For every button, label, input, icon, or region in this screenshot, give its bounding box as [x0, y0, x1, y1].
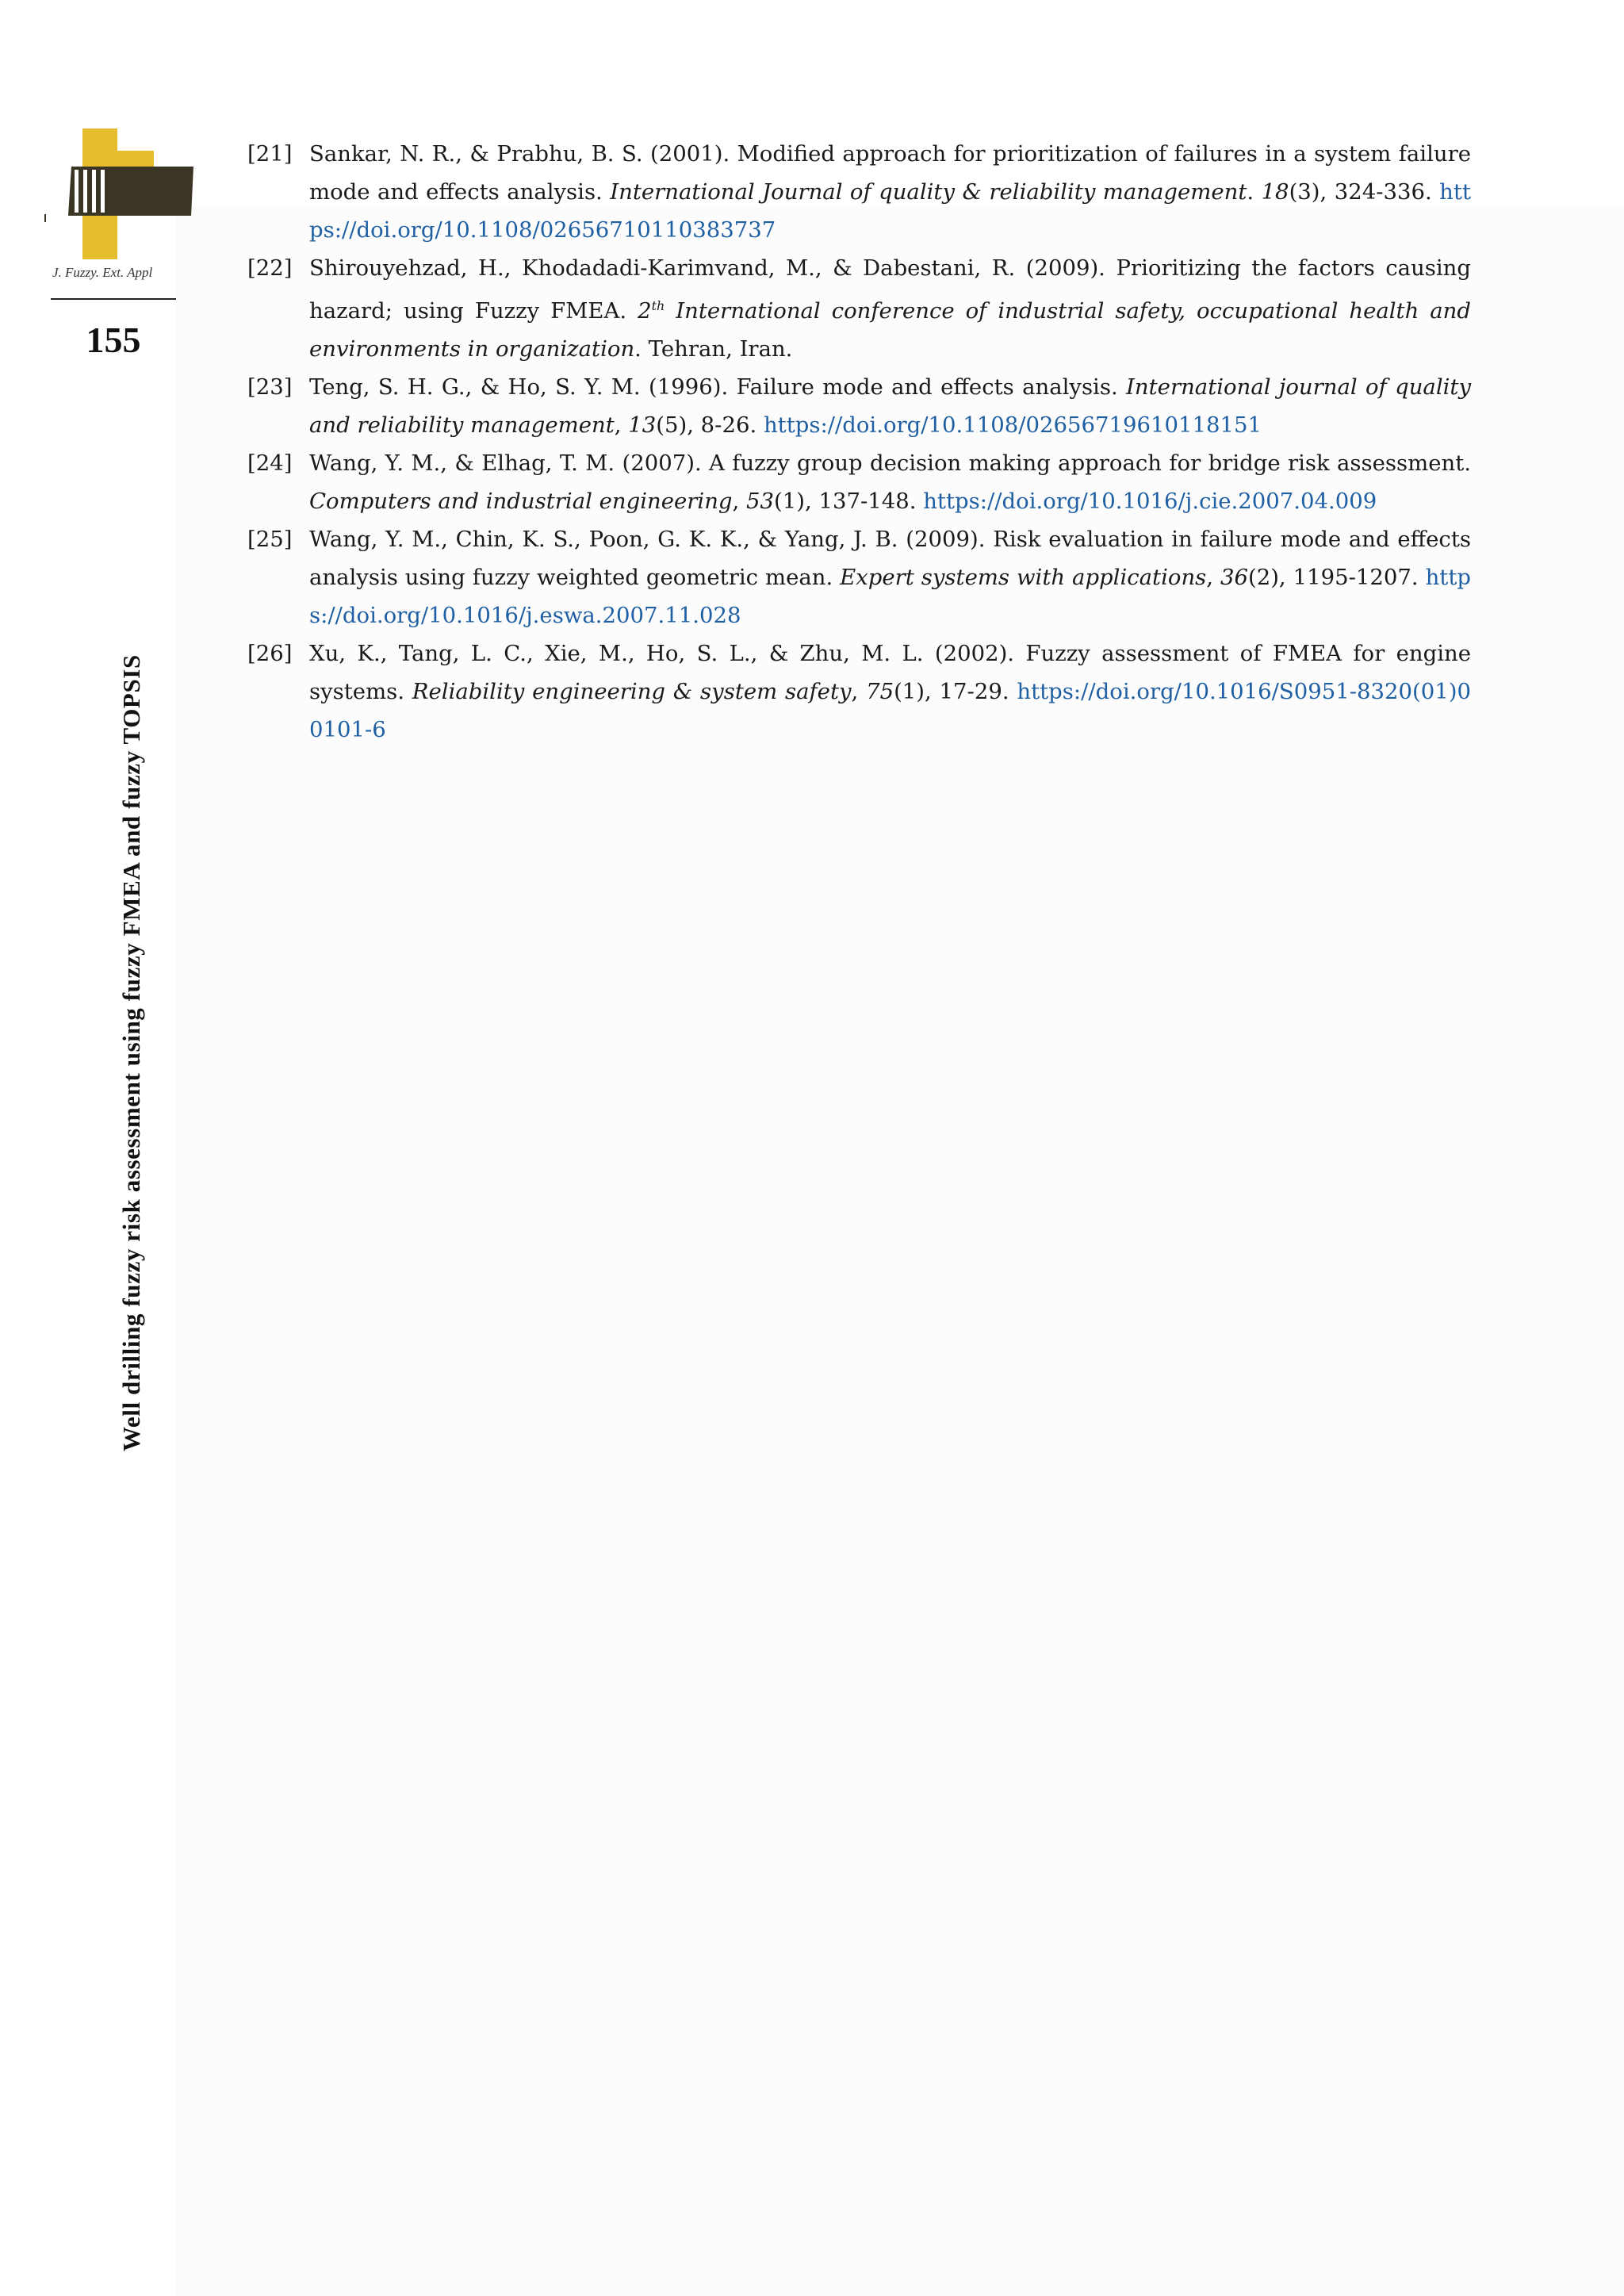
reference-volume: 18: [1261, 179, 1289, 205]
reference-item: [247, 368, 1471, 444]
reference-source-superscript: th: [651, 298, 665, 313]
running-title: Well drilling fuzzy risk assessment using fuzzy FMEA and fuzzy TOPSIS: [117, 654, 145, 1451]
reference-text: [309, 450, 1471, 514]
reference-doi-link[interactable]: https://doi.org/10.1016/j.eswa.2007.11.028: [309, 565, 1471, 629]
reference-text: [309, 527, 1471, 628]
reference-separator: .: [1247, 179, 1262, 205]
reference-separator: ,: [614, 412, 629, 439]
reference-separator: ,: [1206, 565, 1220, 591]
reference-details: (1), 137-148.: [774, 489, 924, 515]
reference-details: (5), 8-26.: [656, 412, 764, 439]
reference-authors: Teng, S. H. G., & Ho, S. Y. M. (1996). Failure mode and effects analysis.: [309, 374, 1127, 401]
reference-authors: Wang, Y. M., Chin, K. S., Poon, G. K. K., & Yang, J. B. (2009). Risk evaluation in failure mode and effects analysis using fuzzy weighted geometric mean.: [309, 527, 1471, 591]
reference-number: [24]: [247, 450, 293, 477]
reference-volume: 13: [628, 412, 657, 439]
reference-doi-link[interactable]: https://doi.org/10.1108/02656710110383737: [309, 179, 1471, 243]
reference-tail: . Tehran, Iran.: [634, 336, 793, 362]
reference-item: [247, 135, 1471, 249]
journal-abbreviation: J. Fuzzy. Ext. Appl: [52, 265, 153, 280]
reference-number: [26]: [247, 641, 293, 667]
logo-tick: [44, 214, 46, 222]
reference-volume: 53: [746, 489, 775, 515]
logo-stripe-3: [92, 170, 96, 213]
reference-source: International conference of industrial safety, occupational health and environments in organization: [309, 298, 1471, 362]
logo-stripe-1: [75, 170, 79, 213]
reference-separator: ,: [851, 679, 867, 705]
reference-details: (3), 324-336.: [1289, 179, 1440, 205]
reference-text: [309, 374, 1471, 438]
reference-authors: Sankar, N. R., & Prabhu, B. S. (2001). Modified approach for prioritization of failures in a system failure mode and effects analysis.: [309, 141, 1471, 205]
reference-number: [22]: [247, 255, 293, 281]
reference-number: [21]: [247, 141, 293, 167]
reference-details: (1), 17-29.: [894, 679, 1017, 705]
sidebar-divider: [51, 298, 176, 300]
reference-volume: 36: [1220, 565, 1248, 591]
journal-sidebar: [0, 0, 176, 2296]
reference-list: [247, 135, 1471, 749]
reference-source: International journal of quality and reliability management: [309, 374, 1471, 439]
reference-source: International Journal of quality & reliability management: [610, 179, 1247, 205]
reference-separator: ,: [732, 489, 747, 515]
reference-authors: Shirouyehzad, H., Khodadadi-Karimvand, M., & Dabestani, R. (2009). Prioritizing the factors causing hazard; using Fuzzy FMEA.: [309, 255, 1471, 324]
reference-item: [247, 634, 1471, 749]
reference-source: Reliability engineering & system safety: [412, 679, 852, 705]
reference-volume: 75: [866, 679, 894, 705]
reference-authors: Wang, Y. M., & Elhag, T. M. (2007). A fuzzy group decision making approach for bridge risk assessment.: [309, 450, 1471, 477]
logo-stripe-2: [83, 170, 87, 213]
reference-details: (2), 1195-1207.: [1247, 565, 1426, 591]
reference-item: [247, 444, 1471, 520]
reference-doi-link[interactable]: https://doi.org/10.1016/S0951-8320(01)00101-6: [309, 679, 1471, 743]
page-number: 155: [86, 320, 141, 360]
logo-stripe-4: [101, 170, 105, 213]
reference-number: [25]: [247, 527, 293, 553]
reference-doi-link[interactable]: https://doi.org/10.1108/02656719610118151: [763, 412, 1262, 439]
reference-doi-link[interactable]: https://doi.org/10.1016/j.cie.2007.04.009: [923, 489, 1377, 515]
reference-item: [247, 520, 1471, 634]
reference-text: [309, 641, 1471, 742]
reference-text: [309, 255, 1471, 362]
reference-source-ordinal: 2: [638, 298, 652, 324]
reference-authors: Xu, K., Tang, L. C., Xie, M., Ho, S. L., & Zhu, M. L. (2002). Fuzzy assessment of FMEA for engine systems.: [309, 641, 1471, 705]
reference-source: Expert systems with applications: [840, 565, 1207, 591]
reference-number: [23]: [247, 374, 293, 401]
reference-item: [247, 249, 1471, 368]
reference-text: [309, 141, 1471, 243]
reference-source: Computers and industrial engineering: [309, 489, 733, 515]
